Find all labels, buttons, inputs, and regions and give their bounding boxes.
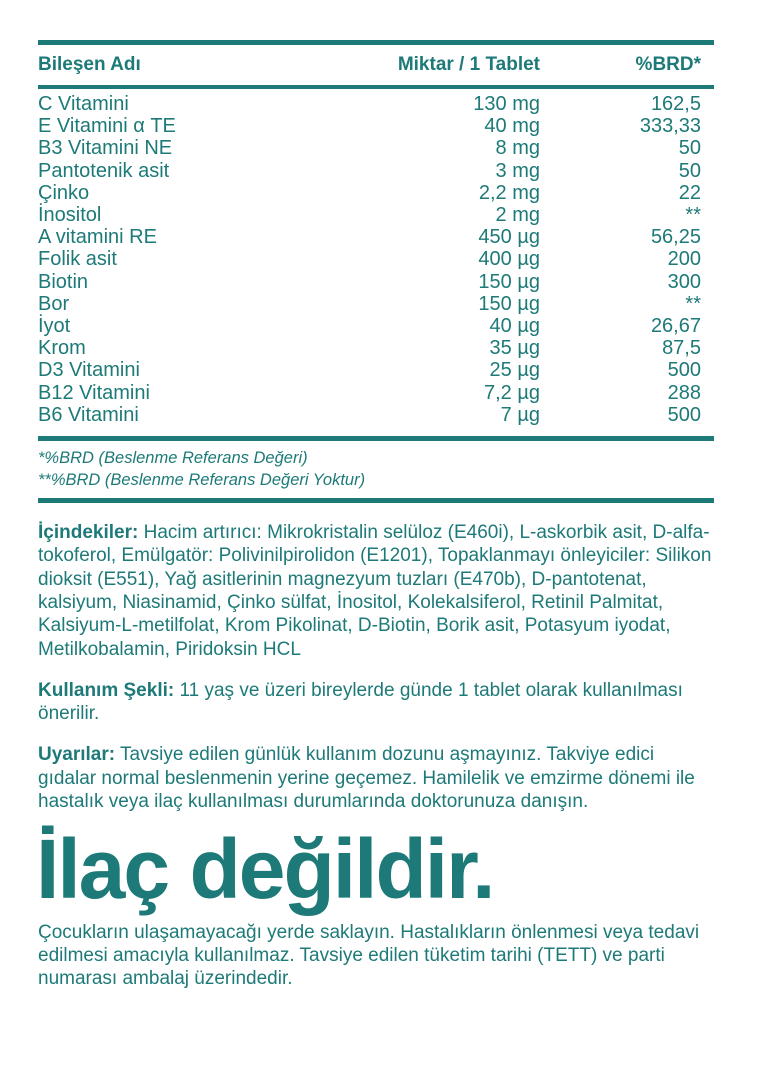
nutrient-brd: 500 <box>667 359 701 382</box>
nutrient-amount: 8 mg <box>495 137 540 160</box>
usage-label: Kullanım Şekli: <box>38 679 175 701</box>
ingredients-section <box>38 521 714 661</box>
nutrient-amount: 2,2 mg <box>478 181 540 204</box>
nutrient-brd: 500 <box>667 403 701 426</box>
nutrient-name: İnositol <box>38 204 102 227</box>
header-brd: %BRD* <box>635 54 701 75</box>
table-row <box>38 160 714 182</box>
nutrient-brd: 87,5 <box>662 337 701 360</box>
nutrient-brd: 288 <box>667 381 701 404</box>
nutrient-name: B12 Vitamini <box>38 381 150 404</box>
nutrient-amount: 7,2 µg <box>483 381 540 404</box>
ingredients-label: İçindekiler: <box>38 522 139 544</box>
footnotes <box>38 441 714 498</box>
nutrient-amount: 450 µg <box>478 226 540 249</box>
nutrient-name: C Vitamini <box>38 93 129 115</box>
header-amount: Miktar / 1 Tablet <box>397 54 540 75</box>
nutrient-name: A vitamini RE <box>38 226 157 249</box>
nutrient-brd: ** <box>685 292 701 315</box>
warnings-text: Tavsiye edilen günlük kullanım dozunu aşmayınız. Takviye edici gıdalar normal beslenmenin yerine geçemez. Hamilelik ve emzirme dönemi ile hastalık veya ilaç kullanılması durumlarında doktorunuza danışın. <box>38 744 695 813</box>
nutrient-brd: 50 <box>678 159 701 182</box>
table-row <box>38 337 714 359</box>
usage-text: 11 yaş ve üzeri bireylerde günde 1 tablet olarak kullanılması önerilir. <box>38 679 683 725</box>
nutrient-brd: ** <box>685 204 701 227</box>
warnings-label: Uyarılar: <box>38 744 116 766</box>
nutrient-brd: 162,5 <box>650 93 701 115</box>
table-row <box>38 382 714 404</box>
not-medicine-headline: İlaç değildir. <box>36 822 494 917</box>
nutrient-amount: 2 mg <box>495 204 540 227</box>
table-row <box>38 315 714 337</box>
nutrient-name: Çinko <box>38 181 90 204</box>
table-row <box>38 293 714 315</box>
nutrient-brd: 333,33 <box>639 115 701 138</box>
nutrient-amount: 150 µg <box>478 270 540 293</box>
table-row <box>38 204 714 226</box>
table-row <box>38 93 714 115</box>
nutrient-amount: 130 mg <box>473 93 540 115</box>
nutrient-name: Pantotenik asit <box>38 159 170 182</box>
nutrient-brd: 50 <box>678 137 701 160</box>
table-row <box>38 226 714 248</box>
table-header <box>38 45 714 85</box>
nutrient-table <box>38 89 714 436</box>
nutrient-brd: 26,67 <box>650 315 701 338</box>
nutrient-name: Folik asit <box>38 248 117 271</box>
nutrient-amount: 35 µg <box>489 337 540 360</box>
nutrient-amount: 7 µg <box>500 403 540 426</box>
label-panel <box>38 40 714 990</box>
nutrient-brd: 56,25 <box>650 226 701 249</box>
nutrient-name: B3 Vitamini NE <box>38 137 173 160</box>
header-name: Bileşen Adı <box>38 54 141 75</box>
footnote-brd: *%BRD (Beslenme Referans Değeri) <box>38 449 308 468</box>
table-row <box>38 182 714 204</box>
nutrient-amount: 40 mg <box>484 115 540 138</box>
nutrient-brd: 300 <box>667 270 701 293</box>
table-row <box>38 115 714 137</box>
nutrient-name: E Vitamini α TE <box>38 115 176 138</box>
footnote-rule <box>38 498 714 503</box>
nutrient-amount: 40 µg <box>489 315 540 338</box>
nutrient-name: Bor <box>38 292 70 315</box>
table-row <box>38 248 714 270</box>
nutrient-name: Biotin <box>38 270 89 293</box>
nutrient-name: B6 Vitamini <box>38 403 139 426</box>
nutrient-amount: 150 µg <box>478 292 540 315</box>
usage-section <box>38 679 714 726</box>
table-row <box>38 359 714 381</box>
nutrient-name: İyot <box>38 315 71 338</box>
table-row <box>38 271 714 293</box>
nutrient-amount: 25 µg <box>489 359 540 382</box>
table-row <box>38 137 714 159</box>
footnote-no-brd: **%BRD (Beslenme Referans Değeri Yoktur) <box>38 471 366 490</box>
closing-text: Çocukların ulaşamayacağı yerde saklayın. Hastalıkların önlenmesi veya tedavi edilmesi amacıyla kullanılmaz. Tavsiye edilen tüketim tarihi (TETT) ve parti numarası ambalaj üzerindedir. <box>38 922 700 990</box>
nutrient-amount: 400 µg <box>478 248 540 271</box>
table-row <box>38 404 714 426</box>
nutrient-brd: 200 <box>667 248 701 271</box>
nutrient-name: D3 Vitamini <box>38 359 140 382</box>
warnings-section <box>38 743 714 813</box>
nutrient-amount: 3 mg <box>495 159 540 182</box>
nutrient-name: Krom <box>38 337 86 360</box>
ingredients-text: Hacim artırıcı: Mikrokristalin selüloz (E460i), L-askorbik asit, D-alfa-tokoferol, Emülgatör: Polivinilpirolidon (E1201), Topaklanmayı önleyiciler: Silikon dioksit (E551), Yağ asitlerinin magnezyum tuzları (E470b), D-pantotenat, kalsiyum, Niasinamid, Çinko sülfat, İnositol, Kolekalsiferol, Retinil Palmitat, Kalsiyum-L-metilfolat, Krom Pikolinat, D-Biotin, Borik asit, Potasyum iyodat, Metilkobalamin, Piridoksin HCL <box>38 522 712 660</box>
nutrient-brd: 22 <box>678 181 701 204</box>
